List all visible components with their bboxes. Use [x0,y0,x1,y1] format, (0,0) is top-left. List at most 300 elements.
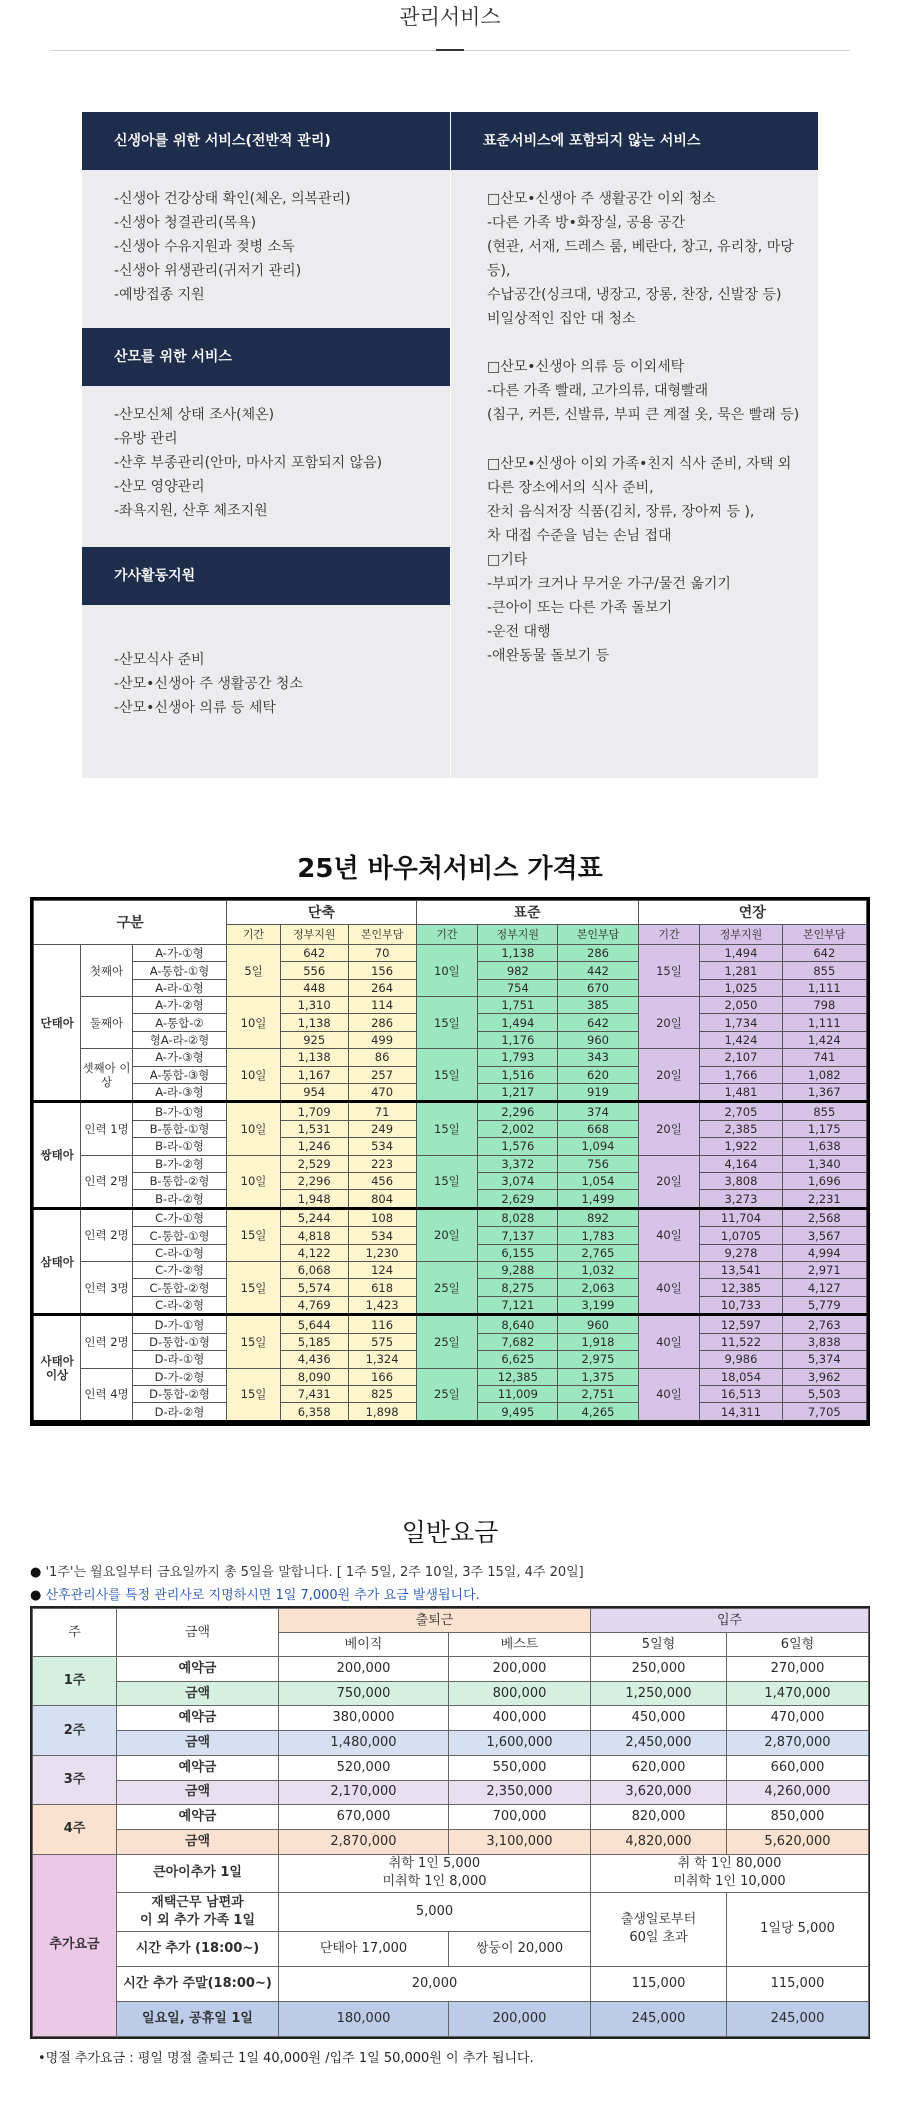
housework-services-list [114,648,303,720]
fee-value-cell: 1,600,000 [449,1731,591,1756]
price-cell: 5,779 [782,1296,866,1315]
price-cell: 1,175 [782,1120,866,1137]
list-item: -좌욕지원, 산후 체조지원 [114,503,268,519]
price-cell: 11,009 [478,1385,558,1402]
price-cell: 3,372 [478,1155,558,1172]
price-cell: 1,217 [478,1083,558,1102]
excluded-laundry-list [487,355,799,427]
bullet-icon: ● [30,1588,42,1603]
list-item: -산모신체 상태 조사(체온) [114,407,275,423]
period-cell: 15일 [416,997,478,1049]
period-cell: 40일 [638,1262,700,1315]
table-row [34,1315,867,1334]
type-code-cell: D-라-①형 [132,1351,227,1368]
fee-value-cell: 1,470,000 [727,1681,869,1706]
list-item: -애완동물 돌보기 등 [487,648,610,664]
extra-fee-label: 추가요금 [33,1854,117,2036]
price-cell: 286 [558,945,638,962]
price-cell: 1,032 [558,1262,638,1279]
type-code-cell: D-통합-②형 [132,1385,227,1402]
type-code-cell: B-라-①형 [132,1138,227,1155]
table-row [34,1208,867,1227]
list-item: -운전 대행 [487,624,551,640]
price-cell: 798 [782,997,866,1014]
fee-value-cell: 450,000 [591,1706,727,1731]
extra-child-commute [279,1854,591,1892]
extra-family-label [117,1892,279,1931]
price-cell: 264 [348,979,416,996]
fee-value-cell: 850,000 [727,1805,869,1830]
price-cell: 7,137 [478,1227,558,1244]
table-row [33,1829,869,1854]
price-cell: 2,529 [280,1155,348,1172]
list-item: 차 대접 수준을 넘는 손님 접대 [487,528,672,544]
period-cell: 15일 [638,945,700,997]
price-cell: 5,644 [280,1315,348,1334]
fee-value-cell: 620,000 [591,1755,727,1780]
table-row [33,1780,869,1805]
price-cell: 6,155 [478,1244,558,1261]
list-item: -유방 관리 [114,431,178,447]
extra-family-label-line2: 이 외 추가 가족 1일 [139,1912,256,1928]
period-cell: 15일 [227,1208,280,1261]
period-cell: 25일 [416,1368,478,1421]
list-item: 수납공간(싱크대, 냉장고, 장롱, 찬장, 신발장 등) [487,287,782,303]
fee-value-cell: 2,350,000 [449,1780,591,1805]
fee-value-cell: 520,000 [279,1755,449,1780]
price-cell: 2,629 [478,1190,558,1209]
price-cell: 2,296 [478,1102,558,1121]
extra-child-commute-preschool: 미취학 1인 8,000 [382,1874,487,1890]
type-code-cell: 형A-라-②형 [132,1031,227,1048]
list-item: -신생아 건강상태 확인(체온, 의복관리) [114,191,351,207]
price-cell: 4,769 [280,1296,348,1315]
list-item: -신생아 위생관리(귀저기 관리) [114,263,302,279]
header-period: 기간 [416,925,478,945]
price-cell: 6,358 [280,1403,348,1422]
fee-value-cell: 470,000 [727,1706,869,1731]
price-cell: 16,513 [700,1385,782,1402]
voucher-price-table [30,897,870,1426]
price-cell: 556 [280,962,348,979]
extra-weekend-label: 시간 추가 주말(18:00~) [117,1966,279,2001]
extra-weekend-6day: 115,000 [727,1966,869,2001]
price-cell: 1,054 [558,1172,638,1189]
price-cell: 3,567 [782,1227,866,1244]
period-cell: 15일 [227,1262,280,1315]
list-item: 다른 장소에서의 식사 준비, [487,480,654,496]
price-cell: 2,050 [700,997,782,1014]
price-cell: 3,199 [558,1296,638,1315]
price-cell: 2,751 [558,1385,638,1402]
price-cell: 1,025 [700,979,782,996]
price-cell: 1,138 [280,1049,348,1066]
fee-value-cell: 1,250,000 [591,1681,727,1706]
period-cell: 15일 [227,1315,280,1368]
type-code-cell: A-가-②형 [132,997,227,1014]
period-cell: 15일 [416,1049,478,1102]
price-cell: 4,436 [280,1351,348,1368]
price-cell: 1,696 [782,1172,866,1189]
fee-value-cell: 3,100,000 [449,1829,591,1854]
price-cell: 156 [348,962,416,979]
sub-type-cell: 첫째아 [81,945,132,997]
price-cell: 5,185 [280,1333,348,1350]
table-row [33,1657,869,1682]
price-cell: 1,367 [782,1083,866,1102]
type-code-cell: A-라-①형 [132,979,227,996]
list-item: (침구, 커튼, 신발류, 부피 큰 계절 옷, 묵은 빨래 등) [487,407,800,423]
list-item: □산모•신생아 이외 가족•친지 식사 준비, 자택 외 [487,456,792,472]
fee-value-cell: 4,820,000 [591,1829,727,1854]
price-cell: 124 [348,1262,416,1279]
type-code-cell: A-라-③형 [132,1083,227,1102]
header-self-pay: 본인부담 [348,925,416,945]
type-code-cell: C-가-②형 [132,1262,227,1279]
price-cell: 4,818 [280,1227,348,1244]
price-cell: 575 [348,1333,416,1350]
type-code-cell: D-가-①형 [132,1315,227,1334]
price-cell: 70 [348,945,416,962]
note-text: '1주'는 월요일부터 금요일까지 총 5일을 말합니다. [ 1주 5일, 2주 10일, 3주 15일, 4주 20일] [45,1565,584,1580]
period-cell: 40일 [638,1315,700,1368]
birth-type-cell: 삼태아 [34,1208,81,1314]
list-item: -다른 가족 빨래, 고가의류, 대형빨래 [487,383,709,399]
price-cell: 855 [782,1102,866,1121]
fee-value-cell: 2,870,000 [279,1829,449,1854]
price-cell: 1,424 [700,1031,782,1048]
extra-overtime-label: 시간 추가 (18:00~) [117,1931,279,1966]
period-cell: 20일 [416,1208,478,1261]
type-code-cell: D-가-②형 [132,1368,227,1385]
type-code-cell: B-가-①형 [132,1102,227,1121]
list-item: -다른 가족 방•화장실, 공용 공간 [487,215,685,231]
extra-holiday-5day: 245,000 [591,2001,727,2036]
fee-value-cell: 5,620,000 [727,1829,869,1854]
designation-fee-note [30,1584,480,1603]
header-amount: 금액 [117,1609,279,1657]
price-cell: 9,495 [478,1403,558,1422]
price-cell: 5,574 [280,1279,348,1296]
header-commute: 출퇴근 [279,1609,591,1633]
list-item: (현관, 서재, 드레스 룸, 베란다, 창고, 유리창, 마당 등), [487,239,794,279]
table-row [34,1368,867,1385]
week-label-cell: 4주 [33,1805,117,1855]
price-cell: 18,054 [700,1368,782,1385]
type-code-cell: C-통합-②형 [132,1279,227,1296]
price-cell: 620 [558,1066,638,1083]
price-cell: 1,638 [782,1138,866,1155]
fee-type-cell: 예약금 [117,1755,279,1780]
fee-value-cell: 750,000 [279,1681,449,1706]
price-cell: 8,640 [478,1315,558,1334]
holiday-footnote: •명절 추가요금 : 평일 명절 출퇴근 1일 40,000원 /입주 1일 50,000원 이 추가 됩니다. [38,2051,534,2066]
excluded-other-list [487,548,731,668]
extra-child-label: 큰아이추가 1일 [117,1854,279,1892]
price-cell: 1,340 [782,1155,866,1172]
list-item: -산모•신생아 주 생활공간 청소 [114,676,303,692]
fee-value-cell: 200,000 [449,1657,591,1682]
week-label-cell: 2주 [33,1706,117,1755]
sub-type-cell: 인력 3명 [81,1262,132,1315]
period-cell: 10일 [227,1102,280,1155]
period-cell: 10일 [227,1049,280,1102]
price-cell: 3,808 [700,1172,782,1189]
fee-value-cell: 2,870,000 [727,1731,869,1756]
price-cell: 1,167 [280,1066,348,1083]
extra-weekend-commute: 20,000 [279,1966,591,2001]
price-cell: 4,127 [782,1279,866,1296]
price-cell: 960 [558,1315,638,1334]
price-cell: 7,682 [478,1333,558,1350]
sub-type-cell: 셋째아 이상 [81,1049,132,1102]
price-cell: 5,374 [782,1351,866,1368]
birth-type-cell: 사태아 이상 [34,1315,81,1422]
price-cell: 385 [558,997,638,1014]
fee-type-cell: 금액 [117,1780,279,1805]
period-cell: 40일 [638,1208,700,1261]
price-cell: 1,766 [700,1066,782,1083]
housework-services-heading: 가사활동지원 [82,547,450,605]
header-basic: 베이직 [279,1633,449,1657]
header-self-pay: 본인부담 [782,925,866,945]
header-extended: 연장 [638,901,866,925]
mother-services-list [114,403,382,523]
price-cell: 756 [558,1155,638,1172]
price-cell: 670 [558,979,638,996]
price-cell: 12,385 [700,1279,782,1296]
type-code-cell: C-가-①형 [132,1208,227,1227]
price-cell: 223 [348,1155,416,1172]
general-fees-title: 일반요금 [401,1518,499,1547]
sub-type-cell: 인력 1명 [81,1102,132,1155]
price-cell: 343 [558,1049,638,1066]
price-cell: 6,068 [280,1262,348,1279]
service-panel [82,112,818,778]
price-cell: 286 [348,1014,416,1031]
header-6day: 6일형 [727,1633,869,1657]
list-item: -산모•신생아 의류 등 세탁 [114,700,276,716]
fee-type-cell: 예약금 [117,1706,279,1731]
price-cell: 1,481 [700,1083,782,1102]
price-cell: 4,164 [700,1155,782,1172]
price-cell: 892 [558,1208,638,1227]
extra-child-live-in [591,1854,869,1892]
fee-value-cell: 380,0000 [279,1706,449,1731]
price-cell: 1,082 [782,1066,866,1083]
week-definition-note [30,1561,584,1580]
price-cell: 1,375 [558,1368,638,1385]
price-cell: 668 [558,1120,638,1137]
price-cell: 1,751 [478,997,558,1014]
price-cell: 470 [348,1083,416,1102]
list-item: -산후 부종관리(안마, 마사지 포함되지 않음) [114,455,383,471]
fee-value-cell: 3,620,000 [591,1780,727,1805]
period-cell: 25일 [416,1262,478,1315]
list-item: -예방접종 지원 [114,287,205,303]
price-cell: 2,385 [700,1120,782,1137]
price-cell: 9,986 [700,1351,782,1368]
fee-type-cell: 금액 [117,1731,279,1756]
price-cell: 534 [348,1138,416,1155]
price-cell: 166 [348,1368,416,1385]
fee-type-cell: 금액 [117,1829,279,1854]
header-week: 주 [33,1609,117,1657]
price-cell: 855 [782,962,866,979]
price-cell: 114 [348,997,416,1014]
sub-type-cell: 인력 2명 [81,1155,132,1208]
voucher-title: 25년 바우처서비스 가격표 [297,854,603,884]
price-cell: 12,597 [700,1315,782,1334]
price-cell: 1,948 [280,1190,348,1209]
price-cell: 1,176 [478,1031,558,1048]
list-item: -큰아이 또는 다른 가족 돌보기 [487,600,673,616]
price-cell: 3,074 [478,1172,558,1189]
price-cell: 1,281 [700,962,782,979]
price-cell: 960 [558,1031,638,1048]
fee-value-cell: 660,000 [727,1755,869,1780]
price-cell: 448 [280,979,348,996]
extra-60day-5day [591,1892,727,1966]
price-cell: 618 [348,1279,416,1296]
price-cell: 116 [348,1315,416,1334]
price-cell: 1,922 [700,1138,782,1155]
price-cell: 919 [558,1083,638,1102]
table-row [33,1755,869,1780]
price-cell: 1,793 [478,1049,558,1066]
price-cell: 257 [348,1066,416,1083]
period-cell: 20일 [638,1155,700,1208]
fee-value-cell: 550,000 [449,1755,591,1780]
extra-family-label-line1: 재택근무 남편과 [151,1894,244,1910]
price-cell: 3,962 [782,1368,866,1385]
excluded-services-column [450,112,818,778]
included-services-column [82,112,450,778]
price-cell: 9,278 [700,1244,782,1261]
table-row [34,997,867,1014]
price-cell: 1,494 [478,1014,558,1031]
price-cell: 2,975 [558,1351,638,1368]
header-division: 구분 [34,901,227,945]
birth-type-cell: 단태아 [34,945,81,1102]
price-cell: 642 [782,945,866,962]
fee-value-cell: 1,480,000 [279,1731,449,1756]
price-cell: 1,246 [280,1138,348,1155]
price-cell: 11,704 [700,1208,782,1227]
fee-type-cell: 금액 [117,1681,279,1706]
price-cell: 1,138 [280,1014,348,1031]
price-cell: 7,431 [280,1385,348,1402]
price-cell: 86 [348,1049,416,1066]
price-cell: 13,541 [700,1262,782,1279]
extra-weekend-5day: 115,000 [591,1966,727,2001]
table-row [33,1706,869,1731]
sub-type-cell: 인력 2명 [81,1208,132,1261]
fee-type-cell: 예약금 [117,1805,279,1830]
price-cell: 1,918 [558,1333,638,1350]
type-code-cell: B-통합-②형 [132,1172,227,1189]
price-cell: 982 [478,962,558,979]
price-cell: 1,709 [280,1102,348,1121]
type-code-cell: A-가-③형 [132,1049,227,1066]
extra-child-live-preschool: 미취학 1인 10,000 [673,1874,786,1890]
fee-value-cell: 200,000 [279,1657,449,1682]
type-code-cell: C-라-②형 [132,1296,227,1315]
price-cell: 456 [348,1172,416,1189]
price-cell: 741 [782,1049,866,1066]
sub-type-cell: 인력 4명 [81,1368,132,1421]
fee-value-cell: 400,000 [449,1706,591,1731]
period-cell: 15일 [227,1368,280,1421]
price-cell: 2,765 [558,1244,638,1261]
price-cell: 2,568 [782,1208,866,1227]
price-cell: 925 [280,1031,348,1048]
price-cell: 2,107 [700,1049,782,1066]
price-cell: 2,296 [280,1172,348,1189]
type-code-cell: A-통합-③형 [132,1066,227,1083]
price-cell: 11,522 [700,1333,782,1350]
fee-type-cell: 예약금 [117,1657,279,1682]
list-item: -부피가 크거나 무거운 가구/물건 옮기기 [487,576,731,592]
price-cell: 4,994 [782,1244,866,1261]
period-cell: 5일 [227,945,280,997]
price-cell: 1,324 [348,1351,416,1368]
price-cell: 3,273 [700,1190,782,1209]
price-cell: 642 [558,1014,638,1031]
period-cell: 20일 [638,997,700,1049]
note-text: 산후관리사를 특정 관리사로 지명하시면 1일 7,000원 추가 요금 발생됩니다. [45,1588,480,1603]
price-cell: 2,763 [782,1315,866,1334]
extra-60day-line2: 60일 초과 [629,1930,688,1946]
type-code-cell: C-라-①형 [132,1244,227,1261]
price-cell: 954 [280,1083,348,1102]
newborn-services-list [114,187,351,307]
week-label-cell: 3주 [33,1755,117,1804]
price-cell: 8,275 [478,1279,558,1296]
period-cell: 20일 [638,1049,700,1102]
price-cell: 2,002 [478,1120,558,1137]
extra-holiday-6day: 245,000 [727,2001,869,2036]
price-cell: 249 [348,1120,416,1137]
header-period: 기간 [227,925,280,945]
header-gov-support: 정부지원 [700,925,782,945]
price-cell: 1,111 [782,979,866,996]
price-cell: 1,516 [478,1066,558,1083]
price-cell: 1,576 [478,1138,558,1155]
period-cell: 10일 [227,1155,280,1208]
price-cell: 1,094 [558,1138,638,1155]
price-cell: 1,494 [700,945,782,962]
header-self-pay: 본인부담 [558,925,638,945]
extra-60day-6day: 1일당 5,000 [727,1892,869,1966]
price-cell: 442 [558,962,638,979]
excluded-services-heading: 표준서비스에 포함되지 않는 서비스 [451,112,818,170]
price-cell: 1,138 [478,945,558,962]
header-standard: 표준 [416,901,638,925]
general-fee-table [30,1606,870,2039]
table-row [33,1731,869,1756]
price-cell: 2,063 [558,1279,638,1296]
header-period: 기간 [638,925,700,945]
fee-value-cell: 670,000 [279,1805,449,1830]
extra-holiday-label: 일요일, 공휴일 1일 [117,2001,279,2036]
period-cell: 15일 [416,1155,478,1208]
extra-overtime-twins: 쌍둥이 20,000 [449,1931,591,1966]
price-cell: 9,288 [478,1262,558,1279]
period-cell: 10일 [227,997,280,1049]
table-row [34,1049,867,1066]
list-item: -산모식사 준비 [114,652,205,668]
